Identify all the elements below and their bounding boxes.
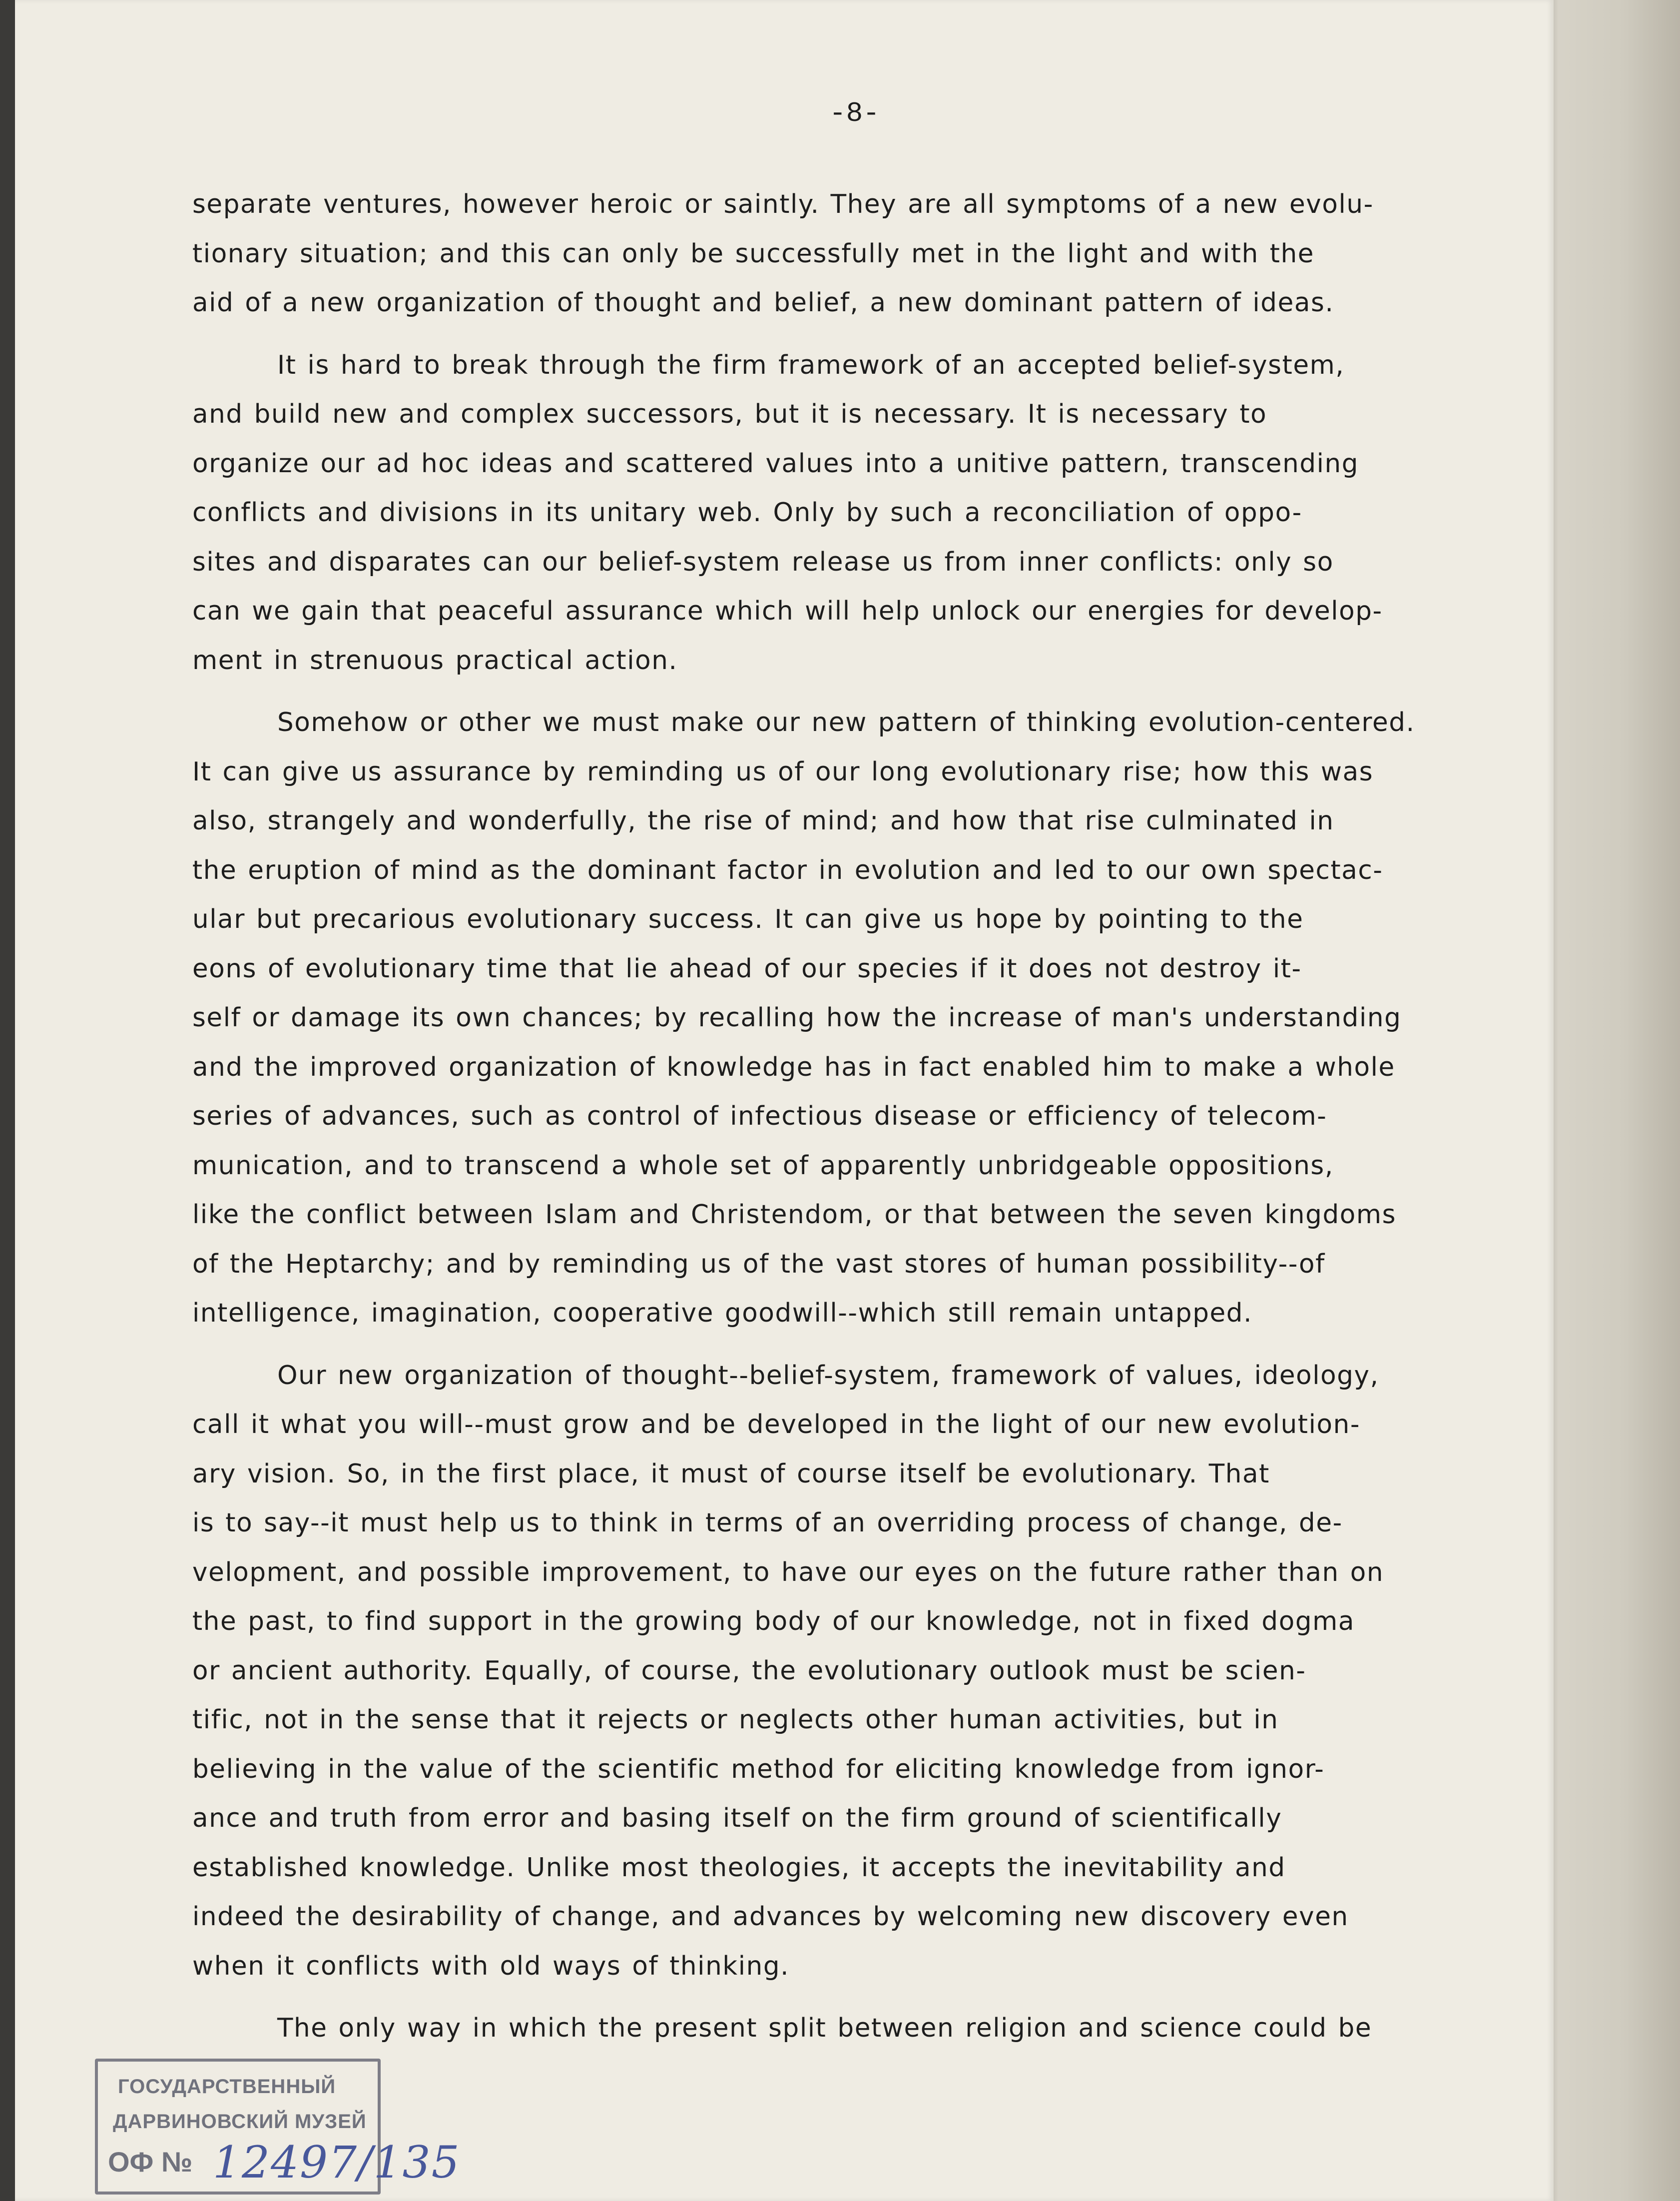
- text-line: also, strangely and wonderfully, the rise of mind; and how that rise culminated in: [192, 806, 1334, 836]
- paragraph-start-line: The only way in which the present split between religion and science could be: [277, 2013, 1372, 2043]
- text-line: believing in the value of the scientific method for eliciting knowledge from ignor-: [192, 1754, 1325, 1784]
- text-line: and build new and complex successors, but it is necessary. It is necessary to: [192, 399, 1267, 429]
- text-line: the past, to find support in the growing body of our knowledge, not in fixed dogma: [192, 1606, 1355, 1636]
- paragraph-start-line: It is hard to break through the firm framework of an accepted belief-system,: [277, 350, 1345, 380]
- text-line: call it what you will--must grow and be developed in the light of our new evolution-: [192, 1410, 1361, 1440]
- text-line: ance and truth from error and basing itself on the firm ground of scientifically: [192, 1803, 1282, 1833]
- text-line: the eruption of mind as the dominant factor in evolution and led to our own spectac-: [192, 855, 1383, 885]
- text-line: ment in strenuous practical action.: [192, 645, 678, 676]
- text-line: self or damage its own chances; by recalling how the increase of man's understanding: [192, 1003, 1402, 1033]
- text-line: tionary situation; and this can only be successfully met in the light and with the: [192, 238, 1315, 269]
- text-line: It can give us assurance by reminding us of our long evolutionary rise; how this was: [192, 756, 1374, 787]
- text-line: aid of a new organization of thought and belief, a new dominant pattern of ideas.: [192, 288, 1334, 318]
- museum-stamp: [95, 2059, 461, 2195]
- text-line: ular but precarious evolutionary success. It can give us hope by pointing to the: [192, 904, 1304, 934]
- text-line: conflicts and divisions in its unitary web. Only by such a reconciliation of oppo-: [192, 498, 1302, 528]
- text-line: of the Heptarchy; and by reminding us of the vast stores of human possibility--of: [192, 1249, 1325, 1279]
- text-line: munication, and to transcend a whole set of apparently unbridgeable oppositions,: [192, 1150, 1334, 1181]
- paragraph-start-line: Somehow or other we must make our new pattern of thinking evolution-centered.: [277, 708, 1415, 737]
- text-line: velopment, and possible improvement, to have our eyes on the future rather than on: [192, 1557, 1384, 1587]
- text-line: eons of evolutionary time that lie ahead of our species if it does not destroy it-: [192, 953, 1302, 984]
- text-line: established knowledge. Unlike most theologies, it accepts the inevitability and: [192, 1852, 1286, 1883]
- text-line: indeed the desirability of change, and advances by welcoming new discovery even: [192, 1902, 1349, 1932]
- stamp-prefix: ОФ №: [108, 2146, 193, 2178]
- text-line: or ancient authority. Equally, of course, the evolutionary outlook must be scien-: [192, 1655, 1306, 1686]
- text-line: organize our ad hoc ideas and scattered values into a unitive pattern, transcending: [192, 448, 1359, 479]
- body-text: [192, 180, 1581, 2053]
- stamp-line-1: ГОСУДАРСТВЕННЫЙ: [118, 2076, 336, 2098]
- text-line: ary vision. So, in the first place, it must of course itself be evolutionary. That: [192, 1459, 1270, 1489]
- text-line: intelligence, imagination, cooperative goodwill--which still remain untapped.: [192, 1298, 1253, 1328]
- text-line: is to say--it must help us to think in terms of an overriding process of change, de-: [192, 1508, 1343, 1538]
- text-line: tific, not in the sense that it rejects or neglects other human activities, but in: [192, 1705, 1279, 1735]
- text-line: and the improved organization of knowledge has in fact enabled him to make a whole: [192, 1052, 1395, 1082]
- page-number: -8-: [829, 97, 880, 129]
- text-line: sites and disparates can our belief-system release us from inner conflicts: only so: [192, 547, 1334, 577]
- paragraph-start-line: Our new organization of thought--belief-system, framework of values, ideology,: [277, 1360, 1379, 1391]
- text-line: series of advances, such as control of infectious disease or efficiency of telecom-: [192, 1101, 1327, 1131]
- stamp-handwritten-number: 12497/135: [213, 2137, 461, 2188]
- text-line: separate ventures, however heroic or saintly. They are all symptoms of a new evolu-: [192, 189, 1374, 219]
- document-page: [15, 0, 1554, 2201]
- text-line: when it conflicts with old ways of thinking.: [192, 1951, 790, 1981]
- text-line: like the conflict between Islam and Christendom, or that between the seven kingdoms: [192, 1200, 1397, 1230]
- text-line: can we gain that peaceful assurance which will help unlock our energies for develop-: [192, 596, 1383, 626]
- stamp-line-2: ДАРВИНОВСКИЙ МУЗЕЙ: [113, 2111, 367, 2133]
